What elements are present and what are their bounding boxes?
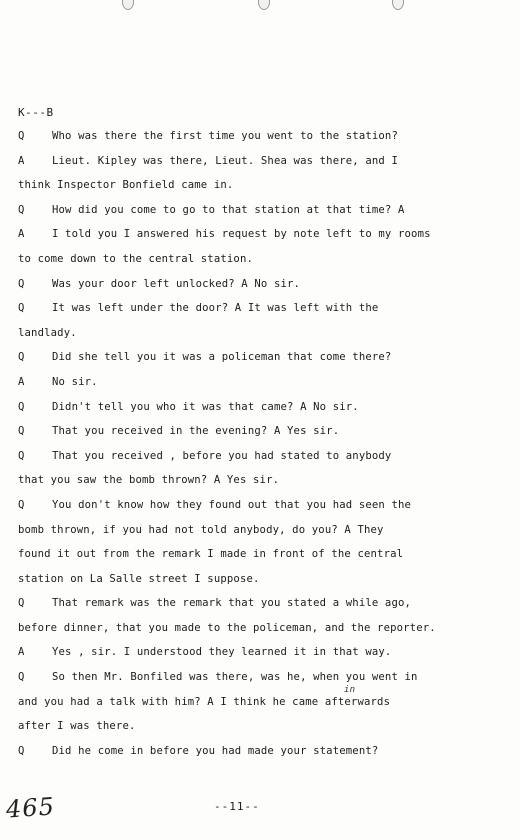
transcript-line — [18, 493, 510, 518]
transcript-line — [18, 518, 510, 543]
answer-marker: A — [18, 375, 25, 388]
line-text: bomb thrown, if you had not told anybody, do you? A They — [18, 523, 384, 536]
question-marker: Q — [18, 449, 25, 462]
line-text: think Inspector Bonfield came in. — [18, 179, 234, 192]
transcript-body — [18, 124, 510, 763]
transcript-line — [18, 444, 510, 469]
question-marker: Q — [18, 203, 25, 216]
line-text: You don't know how they found out that you had seen the — [52, 498, 412, 511]
transcript-line — [18, 173, 510, 198]
transcript-line — [18, 468, 510, 493]
line-text: station on La Salle street I suppose. — [18, 572, 260, 585]
transcript-line — [18, 296, 510, 321]
line-text: and you had a talk with him? A I think he came afterwards — [18, 695, 391, 708]
line-text: that you saw the bomb thrown? A Yes sir. — [18, 474, 280, 487]
line-text: Did she tell you it was a policeman that come there? — [52, 351, 392, 364]
transcript-line — [18, 395, 510, 420]
handwritten-page-stamp: 465 — [5, 792, 56, 824]
answer-marker: A — [18, 646, 25, 659]
transcript-line — [18, 247, 510, 272]
line-text: to come down to the central station. — [18, 252, 254, 265]
punch-hole — [122, 0, 134, 10]
line-text: after I was there. — [18, 720, 136, 733]
transcript-line — [18, 198, 510, 223]
line-text: Didn't tell you who it was that came? A No sir. — [52, 400, 359, 413]
transcript-line — [18, 321, 510, 346]
transcript-line — [18, 272, 510, 297]
question-marker: Q — [18, 498, 25, 511]
line-text: Lieut. Kipley was there, Lieut. Shea was there, and I — [52, 154, 398, 167]
transcript-line — [18, 684, 510, 715]
transcript-line — [18, 665, 510, 690]
transcript-line — [18, 616, 510, 641]
transcript-line — [18, 567, 510, 592]
question-marker: Q — [18, 400, 25, 413]
question-marker: Q — [18, 597, 25, 610]
punch-hole — [392, 0, 404, 10]
transcript-line — [18, 542, 510, 567]
line-text: That remark was the remark that you stated a while ago, — [52, 597, 412, 610]
question-marker: Q — [18, 425, 25, 438]
answer-marker: A — [18, 228, 25, 241]
page-number: --11-- — [214, 800, 260, 813]
question-marker: Q — [18, 130, 25, 142]
line-text: How did you come to go to that station at that time? A — [52, 203, 405, 216]
transcript-line — [18, 345, 510, 370]
transcript-line — [18, 591, 510, 616]
transcript-line — [18, 124, 510, 149]
line-text: I told you I answered his request by note left to my rooms — [52, 228, 431, 241]
transcript-line — [18, 149, 510, 174]
transcript-line — [18, 714, 510, 739]
line-text: That you received , before you had stated to anybody — [52, 449, 392, 462]
line-text: Yes , sir. I understood they learned it in that way. — [52, 646, 392, 659]
question-marker: Q — [18, 302, 25, 315]
transcript-line — [18, 370, 510, 395]
question-marker: Q — [18, 671, 25, 684]
transcript-line — [18, 640, 510, 665]
line-text: So then Mr. Bonfiled was there, was he, when you went in — [52, 671, 418, 684]
question-marker: Q — [18, 744, 25, 757]
section-code: K---B — [18, 106, 54, 119]
line-text: No sir. — [52, 375, 98, 388]
line-text: landlady. — [18, 326, 77, 339]
transcript-line — [18, 419, 510, 444]
line-text: Was your door left unlocked? A No sir. — [52, 277, 301, 290]
transcript-line — [18, 739, 510, 764]
handwritten-insertion: in — [344, 684, 356, 695]
line-text: before dinner, that you made to the policeman, and the reporter. — [18, 621, 436, 634]
question-marker: Q — [18, 277, 25, 290]
punch-hole — [258, 0, 270, 10]
line-text: That you received in the evening? A Yes sir. — [52, 425, 340, 438]
answer-marker: A — [18, 154, 25, 167]
line-text: found it out from the remark I made in front of the central — [18, 548, 404, 561]
line-text: It was left under the door? A It was left with the — [52, 302, 379, 315]
transcript-line — [18, 222, 510, 247]
line-text: Who was there the first time you went to the station? — [52, 130, 398, 142]
line-text: Did he come in before you had made your statement? — [52, 744, 379, 757]
question-marker: Q — [18, 351, 25, 364]
